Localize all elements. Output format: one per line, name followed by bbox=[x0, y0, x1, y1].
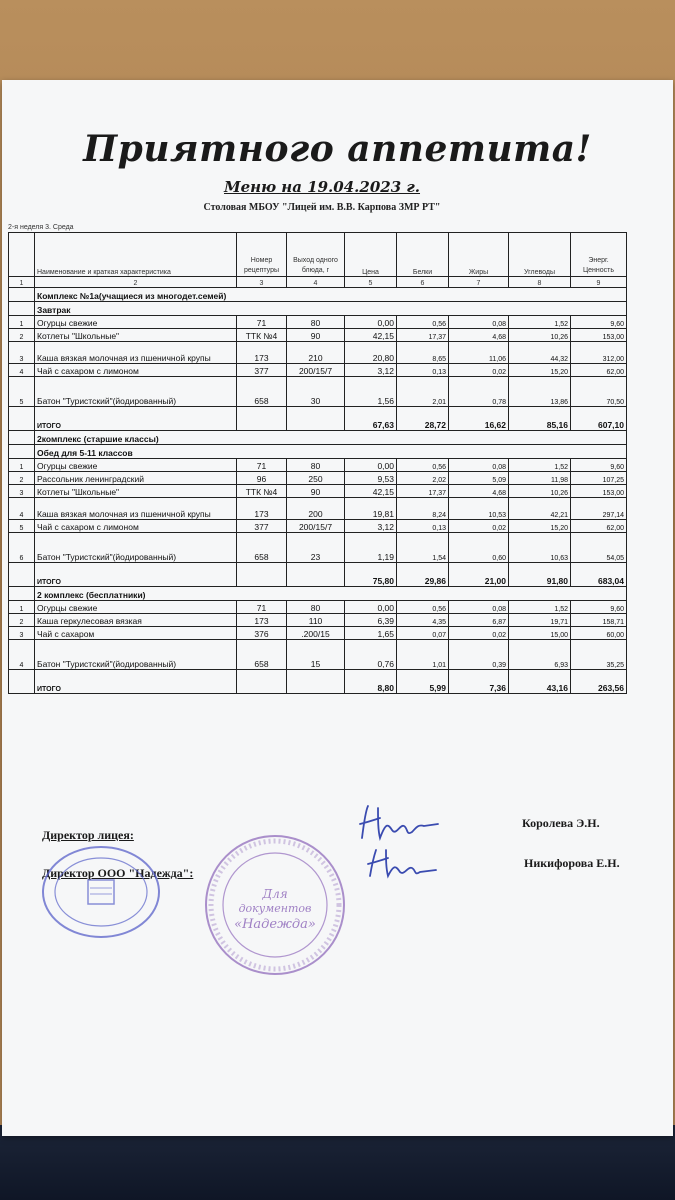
svg-text:«Надежда»: «Надежда» bbox=[234, 917, 316, 932]
dish-name: Каша вязкая молочная из пшеничной крупы bbox=[35, 498, 237, 520]
signature-2-icon bbox=[364, 846, 444, 882]
row-number: 2 bbox=[9, 472, 35, 485]
row-number: 2 bbox=[9, 329, 35, 342]
column-number: 3 bbox=[237, 277, 287, 288]
energy-cell: 60,00 bbox=[571, 627, 627, 640]
carbs-cell: 6,93 bbox=[509, 640, 571, 670]
price-cell: 3,12 bbox=[345, 364, 397, 377]
carbs-cell: 10,26 bbox=[509, 485, 571, 498]
protein-cell: 8,65 bbox=[397, 342, 449, 364]
row-number: 1 bbox=[9, 601, 35, 614]
table-header-row bbox=[9, 233, 627, 277]
total-carbs: 43,16 bbox=[509, 670, 571, 694]
portion-weight: 200/15/7 bbox=[287, 520, 345, 533]
total-label: ИТОГО bbox=[35, 407, 237, 431]
energy-cell: 297,14 bbox=[571, 498, 627, 520]
recipe-number: ТТК №4 bbox=[237, 485, 287, 498]
carbs-cell: 15,20 bbox=[509, 520, 571, 533]
section-complex-title: Комплекс №1а(учащиеся из многодет.семей) bbox=[35, 288, 627, 302]
table-row bbox=[9, 364, 627, 377]
nadezhda-stamp-icon bbox=[202, 832, 348, 978]
recipe-number: 376 bbox=[237, 627, 287, 640]
table-row bbox=[9, 614, 627, 627]
recipe-number: 658 bbox=[237, 640, 287, 670]
portion-weight: .200/15 bbox=[287, 627, 345, 640]
dish-name: Каша вязкая молочная из пшеничной крупы bbox=[35, 342, 237, 364]
dish-name: Огурцы свежие bbox=[35, 601, 237, 614]
table-row bbox=[9, 627, 627, 640]
total-carbs: 85,16 bbox=[509, 407, 571, 431]
empty-cell bbox=[237, 670, 287, 694]
protein-cell: 2,02 bbox=[397, 472, 449, 485]
page-title: Приятного аппетита! bbox=[83, 128, 592, 170]
row-number: 4 bbox=[9, 364, 35, 377]
dish-name: Каша геркулесовая вязкая bbox=[35, 614, 237, 627]
header-cell: Углеводы bbox=[509, 233, 571, 277]
row-number: 4 bbox=[9, 640, 35, 670]
column-number: 7 bbox=[449, 277, 509, 288]
header-cell: Номер рецептуры bbox=[237, 233, 287, 277]
recipe-number: 173 bbox=[237, 342, 287, 364]
portion-weight: 110 bbox=[287, 614, 345, 627]
energy-cell: 54,05 bbox=[571, 533, 627, 563]
price-cell: 0,00 bbox=[345, 459, 397, 472]
price-cell: 0,76 bbox=[345, 640, 397, 670]
portion-weight: 23 bbox=[287, 533, 345, 563]
table-row bbox=[9, 316, 627, 329]
portion-weight: 15 bbox=[287, 640, 345, 670]
empty-cell bbox=[287, 563, 345, 587]
section-meal-title: Обед для 5-11 классов bbox=[35, 445, 627, 459]
carbs-cell: 15,00 bbox=[509, 627, 571, 640]
dish-name: Батон "Туристский"(йодированный) bbox=[35, 377, 237, 407]
price-cell: 42,15 bbox=[345, 485, 397, 498]
row-number: 1 bbox=[9, 316, 35, 329]
total-energy: 683,04 bbox=[571, 563, 627, 587]
row-number: 3 bbox=[9, 627, 35, 640]
fat-cell: 0,39 bbox=[449, 640, 509, 670]
energy-cell: 62,00 bbox=[571, 520, 627, 533]
row-number: 1 bbox=[9, 459, 35, 472]
portion-weight: 80 bbox=[287, 601, 345, 614]
fat-cell: 0,08 bbox=[449, 601, 509, 614]
dish-name: Огурцы свежие bbox=[35, 459, 237, 472]
portion-weight: 210 bbox=[287, 342, 345, 364]
total-label: ИТОГО bbox=[35, 563, 237, 587]
energy-cell: 153,00 bbox=[571, 485, 627, 498]
section-complex-row bbox=[9, 431, 627, 445]
total-carbs: 91,80 bbox=[509, 563, 571, 587]
protein-cell: 2,01 bbox=[397, 377, 449, 407]
table-row bbox=[9, 485, 627, 498]
table-row bbox=[9, 472, 627, 485]
protein-cell: 1,01 bbox=[397, 640, 449, 670]
energy-cell: 9,60 bbox=[571, 601, 627, 614]
table-row bbox=[9, 601, 627, 614]
column-number: 8 bbox=[509, 277, 571, 288]
section-meal-row bbox=[9, 445, 627, 459]
recipe-number: 96 bbox=[237, 472, 287, 485]
protein-cell: 0,56 bbox=[397, 459, 449, 472]
total-energy: 263,56 bbox=[571, 670, 627, 694]
protein-cell: 17,37 bbox=[397, 329, 449, 342]
protein-cell: 8,24 bbox=[397, 498, 449, 520]
price-cell: 42,15 bbox=[345, 329, 397, 342]
section-complex-row bbox=[9, 288, 627, 302]
row-number: 3 bbox=[9, 342, 35, 364]
fat-cell: 0,08 bbox=[449, 459, 509, 472]
total-price: 67,63 bbox=[345, 407, 397, 431]
total-price: 75,80 bbox=[345, 563, 397, 587]
section-meal-title: Завтрак bbox=[35, 302, 627, 316]
dish-name: Батон "Туристский"(йодированный) bbox=[35, 533, 237, 563]
header-cell: Жиры bbox=[449, 233, 509, 277]
recipe-number: 71 bbox=[237, 316, 287, 329]
energy-cell: 62,00 bbox=[571, 364, 627, 377]
protein-cell: 0,13 bbox=[397, 520, 449, 533]
fat-cell: 0,60 bbox=[449, 533, 509, 563]
price-cell: 6,39 bbox=[345, 614, 397, 627]
row-number: 5 bbox=[9, 377, 35, 407]
recipe-number: 173 bbox=[237, 498, 287, 520]
dish-name: Рассольник ленинградский bbox=[35, 472, 237, 485]
empty-cell bbox=[9, 431, 35, 445]
total-row bbox=[9, 563, 627, 587]
portion-weight: 250 bbox=[287, 472, 345, 485]
row-number: 2 bbox=[9, 614, 35, 627]
carbs-cell: 44,32 bbox=[509, 342, 571, 364]
dish-name: Котлеты "Школьные" bbox=[35, 485, 237, 498]
header-cell bbox=[9, 233, 35, 277]
price-cell: 9,53 bbox=[345, 472, 397, 485]
total-protein: 29,86 bbox=[397, 563, 449, 587]
fat-cell: 0,02 bbox=[449, 520, 509, 533]
recipe-number: 71 bbox=[237, 601, 287, 614]
energy-cell: 158,71 bbox=[571, 614, 627, 627]
portion-weight: 80 bbox=[287, 316, 345, 329]
table-row bbox=[9, 520, 627, 533]
protein-cell: 0,56 bbox=[397, 316, 449, 329]
fat-cell: 0,02 bbox=[449, 364, 509, 377]
empty-cell bbox=[237, 407, 287, 431]
portion-weight: 30 bbox=[287, 377, 345, 407]
table-row bbox=[9, 377, 627, 407]
empty-cell bbox=[237, 563, 287, 587]
energy-cell: 9,60 bbox=[571, 459, 627, 472]
signature-1-icon bbox=[354, 802, 444, 844]
recipe-number: 658 bbox=[237, 533, 287, 563]
fat-cell: 10,53 bbox=[449, 498, 509, 520]
energy-cell: 107,25 bbox=[571, 472, 627, 485]
price-cell: 3,12 bbox=[345, 520, 397, 533]
column-number: 1 bbox=[9, 277, 35, 288]
carbs-cell: 42,21 bbox=[509, 498, 571, 520]
recipe-number: ТТК №4 bbox=[237, 329, 287, 342]
price-cell: 1,56 bbox=[345, 377, 397, 407]
fat-cell: 4,68 bbox=[449, 329, 509, 342]
menu-date: Меню на 19.04.2023 г. bbox=[223, 178, 421, 196]
column-number: 9 bbox=[571, 277, 627, 288]
section-complex-title: 2комплекс (старшие классы) bbox=[35, 431, 627, 445]
total-fat: 21,00 bbox=[449, 563, 509, 587]
header-cell: Белки bbox=[397, 233, 449, 277]
dish-name: Батон "Туристский"(йодированный) bbox=[35, 640, 237, 670]
dish-name: Чай с сахаром с лимоном bbox=[35, 364, 237, 377]
protein-cell: 0,13 bbox=[397, 364, 449, 377]
column-number: 2 bbox=[35, 277, 237, 288]
fat-cell: 6,87 bbox=[449, 614, 509, 627]
column-number: 4 bbox=[287, 277, 345, 288]
dish-name: Котлеты "Школьные" bbox=[35, 329, 237, 342]
floor-background bbox=[0, 1125, 675, 1200]
table-row bbox=[9, 640, 627, 670]
section-meal-row bbox=[9, 302, 627, 316]
row-number: 3 bbox=[9, 485, 35, 498]
director-ooo-name: Никифорова Е.Н. bbox=[524, 856, 620, 870]
price-cell: 20,80 bbox=[345, 342, 397, 364]
energy-cell: 70,50 bbox=[571, 377, 627, 407]
fat-cell: 4,68 bbox=[449, 485, 509, 498]
section-complex-title: 2 комплекс (бесплатники) bbox=[35, 587, 627, 601]
total-label: ИТОГО bbox=[35, 670, 237, 694]
carbs-cell: 19,71 bbox=[509, 614, 571, 627]
empty-cell bbox=[9, 288, 35, 302]
total-protein: 5,99 bbox=[397, 670, 449, 694]
portion-weight: 200/15/7 bbox=[287, 364, 345, 377]
carbs-cell: 11,98 bbox=[509, 472, 571, 485]
empty-cell bbox=[9, 670, 35, 694]
lyceum-stamp-icon bbox=[40, 844, 162, 940]
table-row bbox=[9, 329, 627, 342]
header-cell: Выход одного блюда, г bbox=[287, 233, 345, 277]
total-row bbox=[9, 407, 627, 431]
price-cell: 1,19 bbox=[345, 533, 397, 563]
director-lyceum-label: Директор лицея: bbox=[42, 828, 134, 842]
empty-cell bbox=[9, 445, 35, 459]
column-number: 5 bbox=[345, 277, 397, 288]
empty-cell bbox=[9, 407, 35, 431]
protein-cell: 17,37 bbox=[397, 485, 449, 498]
fat-cell: 0,02 bbox=[449, 627, 509, 640]
price-cell: 0,00 bbox=[345, 316, 397, 329]
protein-cell: 0,56 bbox=[397, 601, 449, 614]
carbs-cell: 10,63 bbox=[509, 533, 571, 563]
total-protein: 28,72 bbox=[397, 407, 449, 431]
table-row bbox=[9, 342, 627, 364]
energy-cell: 153,00 bbox=[571, 329, 627, 342]
row-number: 4 bbox=[9, 498, 35, 520]
carbs-cell: 1,52 bbox=[509, 601, 571, 614]
empty-cell bbox=[287, 407, 345, 431]
table-row bbox=[9, 533, 627, 563]
section-complex-row bbox=[9, 587, 627, 601]
total-fat: 7,36 bbox=[449, 670, 509, 694]
recipe-number: 377 bbox=[237, 520, 287, 533]
price-cell: 19,81 bbox=[345, 498, 397, 520]
column-number-row bbox=[9, 277, 627, 288]
carbs-cell: 13,86 bbox=[509, 377, 571, 407]
column-number: 6 bbox=[397, 277, 449, 288]
total-row bbox=[9, 670, 627, 694]
recipe-number: 71 bbox=[237, 459, 287, 472]
recipe-number: 658 bbox=[237, 377, 287, 407]
empty-cell bbox=[9, 302, 35, 316]
header-cell: Наименование и краткая характеристика bbox=[35, 233, 237, 277]
week-day: 2-я неделя 3. Среда bbox=[8, 224, 74, 231]
total-energy: 607,10 bbox=[571, 407, 627, 431]
director-lyceum-name: Королева Э.Н. bbox=[522, 816, 600, 830]
fat-cell: 11,06 bbox=[449, 342, 509, 364]
empty-cell bbox=[9, 587, 35, 601]
energy-cell: 9,60 bbox=[571, 316, 627, 329]
recipe-number: 173 bbox=[237, 614, 287, 627]
fat-cell: 0,78 bbox=[449, 377, 509, 407]
price-cell: 1,65 bbox=[345, 627, 397, 640]
header-cell: Энерг. Ценность bbox=[571, 233, 627, 277]
energy-cell: 312,00 bbox=[571, 342, 627, 364]
table-row bbox=[9, 498, 627, 520]
energy-cell: 35,25 bbox=[571, 640, 627, 670]
header-cell: Цена bbox=[345, 233, 397, 277]
carbs-cell: 1,52 bbox=[509, 316, 571, 329]
carbs-cell: 10,26 bbox=[509, 329, 571, 342]
row-number: 5 bbox=[9, 520, 35, 533]
empty-cell bbox=[287, 670, 345, 694]
protein-cell: 4,35 bbox=[397, 614, 449, 627]
portion-weight: 90 bbox=[287, 329, 345, 342]
total-price: 8,80 bbox=[345, 670, 397, 694]
row-number: 6 bbox=[9, 533, 35, 563]
canteen-name: Столовая МБОУ "Лицей им. В.В. Карпова ЗМР РТ" bbox=[203, 202, 441, 213]
recipe-number: 377 bbox=[237, 364, 287, 377]
dish-name: Чай с сахаром с лимоном bbox=[35, 520, 237, 533]
menu-sheet bbox=[2, 80, 673, 1136]
protein-cell: 0,07 bbox=[397, 627, 449, 640]
svg-text:Для: Для bbox=[262, 887, 288, 901]
director-ooo-label: Директор ООО "Надежда": bbox=[42, 866, 194, 880]
protein-cell: 1,54 bbox=[397, 533, 449, 563]
carbs-cell: 15,20 bbox=[509, 364, 571, 377]
total-fat: 16,62 bbox=[449, 407, 509, 431]
portion-weight: 80 bbox=[287, 459, 345, 472]
carbs-cell: 1,52 bbox=[509, 459, 571, 472]
dish-name: Чай с сахаром bbox=[35, 627, 237, 640]
menu-table bbox=[8, 232, 627, 694]
fat-cell: 5,09 bbox=[449, 472, 509, 485]
table-row bbox=[9, 459, 627, 472]
svg-text:документов: документов bbox=[238, 902, 312, 915]
fat-cell: 0,08 bbox=[449, 316, 509, 329]
price-cell: 0,00 bbox=[345, 601, 397, 614]
empty-cell bbox=[9, 563, 35, 587]
dish-name: Огурцы свежие bbox=[35, 316, 237, 329]
portion-weight: 90 bbox=[287, 485, 345, 498]
portion-weight: 200 bbox=[287, 498, 345, 520]
